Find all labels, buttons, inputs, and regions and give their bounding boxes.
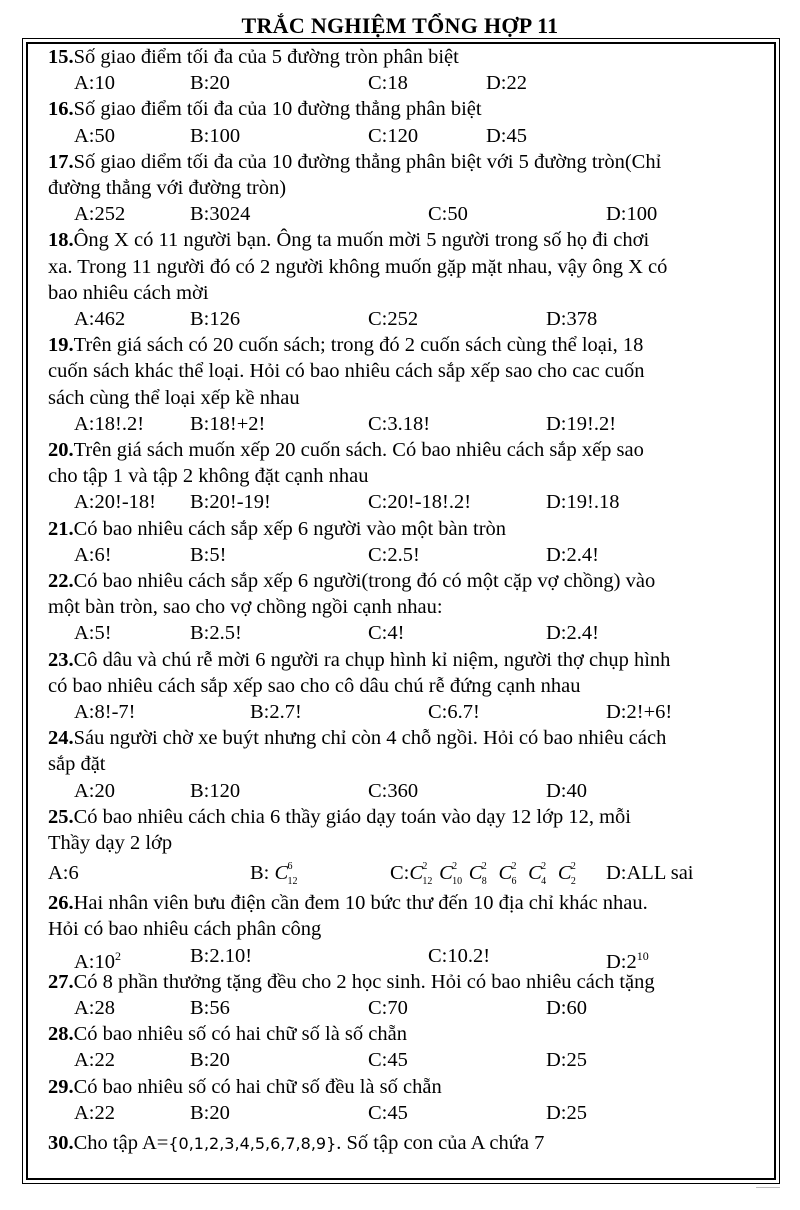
question-text: Sáu người chờ xe buýt nhưng chỉ còn 4 chỗ ngồi. Hỏi có bao nhiêu cách bbox=[73, 727, 667, 750]
combination-term: C 2 12 bbox=[409, 861, 433, 888]
question-text: có bao nhiêu cách sắp xếp sao cho cô dâu chú rễ đứng cạnh nhau bbox=[48, 674, 581, 697]
option-c: C:4! bbox=[368, 622, 405, 645]
option-c: C:50 bbox=[428, 203, 468, 226]
question-text: cho tập 1 và tập 2 không đặt cạnh nhau bbox=[48, 465, 369, 488]
question-27 bbox=[48, 969, 760, 1021]
combination-term: C 2 4 bbox=[528, 861, 547, 888]
option-c: C:6.7! bbox=[428, 700, 480, 723]
option-a: A:22 bbox=[74, 1101, 115, 1124]
question-number: 27. bbox=[48, 970, 74, 993]
question-text: đường thẳng với đường tròn) bbox=[48, 176, 287, 199]
question-text: Cho tập A= bbox=[73, 1131, 169, 1154]
option-a: A:50 bbox=[74, 124, 115, 147]
option-d: D:2.4! bbox=[546, 622, 599, 645]
option-d: D:ALL sai bbox=[606, 862, 694, 885]
question-28 bbox=[48, 1021, 760, 1073]
question-17 bbox=[48, 149, 760, 228]
question-text: Cô dâu và chú rễ mời 6 người ra chụp hình kỉ niệm, người thợ chụp hình bbox=[73, 648, 671, 671]
option-c: C:20!-18!.2! bbox=[368, 491, 472, 514]
combination-c12-6: C 6 12 bbox=[274, 861, 298, 888]
page-corner-mark bbox=[756, 1187, 780, 1192]
combination-term: C 2 6 bbox=[498, 861, 517, 888]
option-b: B: C 6 12 bbox=[250, 856, 304, 890]
option-a: A:8!-7! bbox=[74, 700, 136, 723]
combination-term: C 2 10 bbox=[439, 861, 463, 888]
question-19 bbox=[48, 332, 760, 437]
page-title: TRẮC NGHIỆM TỔNG HỢP 11 bbox=[241, 13, 559, 38]
option-d: D:60 bbox=[546, 996, 587, 1019]
option-d: D:19!.2! bbox=[546, 412, 617, 435]
option-a: A:462 bbox=[74, 307, 126, 330]
exponent: 10 bbox=[636, 948, 649, 963]
option-a: A:20!-18! bbox=[74, 491, 156, 514]
question-16 bbox=[48, 96, 760, 148]
question-29 bbox=[48, 1074, 760, 1126]
question-number: 30. bbox=[48, 1131, 74, 1154]
question-25 bbox=[48, 804, 760, 890]
question-list bbox=[48, 44, 760, 1157]
question-23 bbox=[48, 647, 760, 726]
question-20 bbox=[48, 437, 760, 516]
option-c: C:C 2 12 C 2 10 C 2 8 C 2 6 C 2 4 C 2 2 bbox=[390, 856, 588, 890]
option-b: B:3024 bbox=[190, 203, 251, 226]
option-b: B:56 bbox=[190, 996, 230, 1019]
question-number: 20. bbox=[48, 438, 74, 461]
option-c: C:120 bbox=[368, 124, 419, 147]
question-24 bbox=[48, 725, 760, 804]
question-number: 22. bbox=[48, 569, 74, 592]
option-b: B:2.5! bbox=[190, 622, 242, 645]
option-b: B:20!-19! bbox=[190, 491, 271, 514]
option-d: D:2.4! bbox=[546, 543, 599, 566]
option-b: B:120 bbox=[190, 779, 241, 802]
option-a: A:22 bbox=[74, 1049, 115, 1072]
question-text: Có bao nhiêu cách chia 6 thầy giáo dạy toán vào dạy 12 lớp 12, mỗi bbox=[73, 805, 631, 828]
option-a: A:20 bbox=[74, 779, 115, 802]
question-text: Có bao nhiêu cách sắp xếp 6 người vào một bàn tròn bbox=[73, 517, 507, 540]
option-b: B:20 bbox=[190, 1101, 230, 1124]
option-c: C:45 bbox=[368, 1101, 408, 1124]
option-b: B:100 bbox=[190, 124, 241, 147]
exponent: 2 bbox=[115, 948, 121, 963]
question-18 bbox=[48, 227, 760, 332]
question-text: xa. Trong 11 người đó có 2 người không muốn gặp mặt nhau, vậy ông X có bbox=[48, 255, 668, 278]
option-d: D:378 bbox=[546, 307, 598, 330]
question-text: Thầy dạy 2 lớp bbox=[48, 831, 173, 854]
option-a: $A:10^2$ bbox=[74, 948, 121, 973]
combination-term: C 2 2 bbox=[557, 861, 576, 888]
option-d: $D:2^{10}$ bbox=[606, 948, 649, 973]
question-15 bbox=[48, 44, 760, 96]
question-text: sắp đặt bbox=[48, 753, 106, 776]
option-b: B:2.7! bbox=[250, 700, 302, 723]
question-text: Hai nhân viên bưu điện cần đem 10 bức thư đến 10 địa chỉ khác nhau. bbox=[73, 892, 648, 915]
option-c: C:45 bbox=[368, 1049, 408, 1072]
question-text: một bàn tròn, sao cho vợ chồng ngồi cạnh nhau: bbox=[48, 596, 443, 619]
question-number: 17. bbox=[48, 150, 74, 173]
option-c: C:360 bbox=[368, 779, 419, 802]
set-notation: {0,1,2,3,4,5,6,7,8,9} bbox=[168, 1133, 337, 1153]
option-b: B:126 bbox=[190, 307, 241, 330]
question-number: 18. bbox=[48, 229, 74, 252]
question-21 bbox=[48, 516, 760, 568]
question-26 bbox=[48, 890, 760, 973]
option-c: C:10.2! bbox=[428, 944, 491, 967]
option-c: C:70 bbox=[368, 996, 408, 1019]
option-b: B:20 bbox=[190, 1049, 230, 1072]
question-number: 23. bbox=[48, 648, 74, 671]
question-text: . Số tập con của A chứa 7 bbox=[336, 1131, 545, 1154]
question-number: 16. bbox=[48, 98, 74, 121]
question-number: 19. bbox=[48, 334, 74, 357]
option-a: A:6! bbox=[74, 543, 112, 566]
question-number: 25. bbox=[48, 805, 74, 828]
question-text: Trên giá sách có 20 cuốn sách; trong đó 2 cuốn sách cùng thể loại, 18 bbox=[73, 334, 644, 357]
question-number: 28. bbox=[48, 1023, 74, 1046]
question-text: Có 8 phần thưởng tặng đều cho 2 học sinh. Hỏi có bao nhiêu cách tặng bbox=[73, 970, 655, 993]
option-a: A:10 bbox=[74, 72, 115, 95]
question-text: sách cùng thể loại xếp kề nhau bbox=[48, 386, 300, 409]
option-d: D:25 bbox=[546, 1101, 587, 1124]
question-text: Có bao nhiêu số có hai chữ số đều là số chẵn bbox=[73, 1075, 442, 1098]
combination-product bbox=[409, 861, 587, 888]
option-d: D:45 bbox=[486, 124, 527, 147]
question-number: 15. bbox=[48, 46, 74, 68]
option-b: B:18!+2! bbox=[190, 412, 266, 435]
question-text: Ông X có 11 người bạn. Ông ta muốn mời 5 người trong số họ đi chơi bbox=[73, 229, 650, 252]
question-number: 29. bbox=[48, 1075, 74, 1098]
option-d: D:19!.18 bbox=[546, 491, 620, 514]
question-text: Có bao nhiêu cách sắp xếp 6 người(trong đó có một cặp vợ chồng) vào bbox=[73, 569, 656, 592]
question-text: Số giao diểm tối đa của 10 đường thẳng phân biệt với 5 đường tròn(Chỉ bbox=[73, 150, 662, 173]
question-text: Trên giá sách muốn xếp 20 cuốn sách. Có bao nhiêu cách sắp xếp sao bbox=[73, 438, 644, 461]
question-number: 24. bbox=[48, 727, 74, 750]
option-c: C:18 bbox=[368, 72, 408, 95]
question-number: 21. bbox=[48, 517, 74, 540]
question-text: Hỏi có bao nhiêu cách phân công bbox=[48, 918, 322, 941]
option-c: C:3.18! bbox=[368, 412, 431, 435]
option-c: C:2.5! bbox=[368, 543, 420, 566]
option-b: B:5! bbox=[190, 543, 227, 566]
question-22 bbox=[48, 568, 760, 647]
option-a: A:252 bbox=[74, 203, 126, 226]
option-d: D:40 bbox=[546, 779, 587, 802]
option-a: A:5! bbox=[74, 622, 112, 645]
option-c: C:252 bbox=[368, 307, 419, 330]
question-text: cuốn sách khác thể loại. Hỏi có bao nhiêu cách sắp xếp sao cho cac cuốn bbox=[48, 360, 645, 383]
option-d: D:22 bbox=[486, 72, 527, 95]
option-d: D:100 bbox=[606, 203, 658, 226]
question-number: 26. bbox=[48, 892, 74, 915]
option-a: A:28 bbox=[74, 996, 115, 1019]
option-d: D:2!+6! bbox=[606, 700, 673, 723]
question-text: Số giao điểm tối đa của 5 đường tròn phân biệt bbox=[73, 46, 459, 68]
question-30 bbox=[48, 1130, 760, 1157]
option-b: B:20 bbox=[190, 72, 230, 95]
question-text: Số giao điểm tối đa của 10 đường thẳng phân biệt bbox=[73, 98, 482, 121]
combination-term: C 2 8 bbox=[468, 861, 487, 888]
question-text: bao nhiêu cách mời bbox=[48, 281, 209, 304]
option-b: B:2.10! bbox=[190, 944, 253, 967]
option-a: A:18!.2! bbox=[74, 412, 145, 435]
option-a: A:6 bbox=[48, 862, 79, 885]
question-text: Có bao nhiêu số có hai chữ số là số chẵn bbox=[73, 1023, 407, 1046]
option-d: D:25 bbox=[546, 1049, 587, 1072]
